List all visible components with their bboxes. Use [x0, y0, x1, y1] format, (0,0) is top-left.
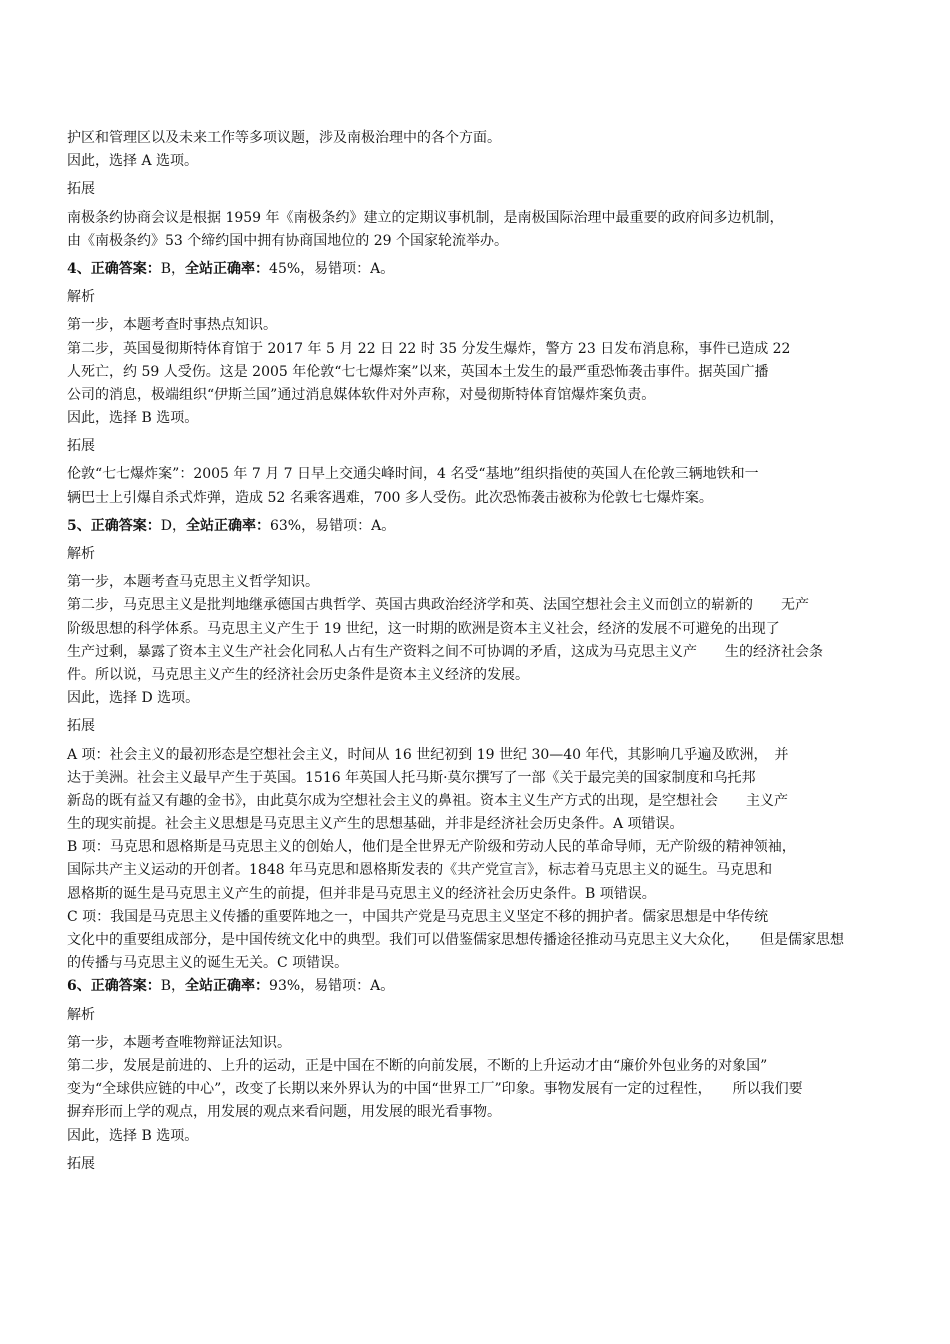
text-line: 由《南极条约》53 个缔约国中拥有协商国地位的 29 个国家轮流举办。: [67, 232, 508, 249]
text-line: 伦敦“七七爆炸案”：2005 年 7 月 7 日早上交通尖峰时间，4 名受“基地”组织指使的英国人在伦敦三辆地铁和一: [67, 466, 759, 483]
section-heading-extension: 拓展: [67, 1155, 95, 1172]
text-line: 第一步，本题考查马克思主义哲学知识。: [67, 574, 319, 591]
text-line: A 项：社会主义的最初形态是空想社会主义，时间从 16 世纪初到 19 世纪 30—40 年代，其影响几乎遍及欧洲， 并: [67, 746, 789, 763]
text-line: C 项：我国是马克思主义传播的重要阵地之一，中国共产党是马克思主义坚定不移的拥护者。儒家思想是中华传统: [67, 908, 769, 925]
text-line: 件。所以说，马克思主义产生的经济社会历史条件是资本主义经济的发展。: [67, 666, 529, 683]
question-number: 4、: [67, 260, 91, 277]
text-line: 文化中的重要组成部分，是中国传统文化中的典型。我们可以借鉴儒家思想传播途径推动马克思主义大众化， 但是儒家思想: [67, 932, 844, 948]
text-line: 生产过剩，暴露了资本主义生产社会化同私人占有生产资料之间不可协调的矛盾，这成为马克思主义产 生的经济社会条: [67, 643, 823, 660]
text-line: 辆巴士上引爆自杀式炸弹，造成 52 名乘客遇难，700 多人受伤。此次恐怖袭击被称为伦敦七七爆炸案。: [67, 489, 713, 506]
question-number: 6、: [67, 978, 91, 995]
text-line: 公司的消息，极端组织“伊斯兰国”通过消息媒体软件对外声称，对曼彻斯特体育馆爆炸案负责。: [67, 386, 656, 403]
correct-answer-label: 正确答案：: [90, 517, 161, 534]
text-line: 阶级思想的科学体系。马克思主义产生于 19 世纪，这一时期的欧洲是资本主义社会，经济的发展不可避免的出现了: [67, 620, 780, 637]
text-line: 变为“全球供应链的中心”，改变了长期以来外界认为的中国“世界工厂”印象。事物发展有一定的过程性， 所以我们要: [67, 1081, 803, 1098]
text-line: 第一步，本题考查唯物辩证法知识。: [67, 1034, 291, 1051]
text-line: 护区和管理区以及未来工作等多项议题，涉及南极治理中的各个方面。: [67, 130, 501, 146]
text-line: 人死亡，约 59 人受伤。这是 2005 年伦敦“七七爆炸案”以来，英国本土发生的最严重恐怖袭击事件。据英国广播: [67, 363, 769, 380]
accuracy-label: 全站正确率：: [185, 517, 270, 534]
text-line: B 项：马克思和恩格斯是马克思主义的创始人，他们是全世界无产阶级和劳动人民的革命导师，无产阶级的精神领袖，: [67, 839, 796, 856]
section-heading-extension: 拓展: [67, 438, 95, 455]
section-heading-extension: 拓展: [67, 718, 95, 735]
accuracy-value: 45%，易错项：A。: [269, 260, 395, 277]
accuracy-label: 全站正确率：: [185, 978, 270, 995]
conclusion-line: 因此，选择 A 选项。: [67, 153, 199, 170]
text-line: 新岛的既有益又有趣的金书》，由此莫尔成为空想社会主义的鼻祖。资本主义生产方式的出现，是空想社会 主义产: [67, 792, 788, 809]
section-heading-analysis: 解析: [67, 289, 95, 306]
conclusion-line: 因此，选择 B 选项。: [67, 1127, 199, 1144]
text-line: 第一步，本题考查时事热点知识。: [67, 317, 277, 334]
accuracy-value: 93%，易错项：A。: [269, 978, 395, 995]
section-heading-analysis: 解析: [67, 1006, 95, 1023]
correct-answer-label: 正确答案：: [90, 260, 161, 277]
text-line: 国际共产主义运动的开创者。1848 年马克思和恩格斯发表的《共产党宣言》，标志着马克思主义的诞生。马克思和: [67, 862, 773, 879]
text-line: 的传播与马克思主义的诞生无关。C 项错误。: [67, 955, 349, 972]
accuracy-value: 63%，易错项：A。: [269, 517, 396, 534]
correct-answer-value: D，: [160, 517, 186, 534]
text-line: 南极条约协商会议是根据 1959 年《南极条约》建立的定期议事机制，是南极国际治理中最重要的政府间多边机制，: [67, 209, 784, 226]
section-heading-extension: 拓展: [67, 181, 95, 198]
conclusion-line: 因此，选择 D 选项。: [67, 690, 200, 707]
text-line: 第二步，马克思主义是批判地继承德国古典哲学、英国古典政治经济学和英、法国空想社会主义而创立的崭新的 无产: [67, 597, 809, 614]
text-line: 达于美洲。社会主义最早产生于英国。1516 年英国人托马斯·莫尔撰写了一部《关于最完美的国家制度和乌托邦: [67, 769, 756, 786]
accuracy-label: 全站正确率：: [185, 260, 270, 277]
text-line: 恩格斯的诞生是马克思主义产生的前提，但并非是马克思主义的经济社会历史条件。B 项错误。: [67, 885, 656, 902]
section-heading-analysis: 解析: [67, 546, 95, 562]
text-line: 第二步，发展是前进的、上升的运动，正是中国在不断的向前发展，不断的上升运动才由“廉价外包业务的对象国”: [67, 1057, 768, 1074]
correct-answer-value: B，: [160, 260, 186, 277]
document-page: [67, 127, 897, 1176]
correct-answer-value: B，: [160, 978, 186, 995]
text-line: 摒弃形而上学的观点，用发展的观点来看问题，用发展的眼光看事物。: [67, 1104, 501, 1121]
text-line: 生的现实前提。社会主义思想是马克思主义产生的思想基础，并非是经济社会历史条件。A 项错误。: [67, 816, 684, 833]
conclusion-line: 因此，选择 B 选项。: [67, 410, 199, 427]
answer-line-q5: [67, 515, 897, 538]
correct-answer-label: 正确答案：: [90, 978, 161, 995]
text-line: 第二步，英国曼彻斯特体育馆于 2017 年 5 月 22 日 22 时 35 分发生爆炸，警方 23 日发布消息称，事件已造成 22: [67, 340, 791, 357]
question-number: 5、: [67, 517, 91, 534]
answer-line-q4: [67, 258, 897, 281]
answer-line-q6: [67, 975, 897, 998]
